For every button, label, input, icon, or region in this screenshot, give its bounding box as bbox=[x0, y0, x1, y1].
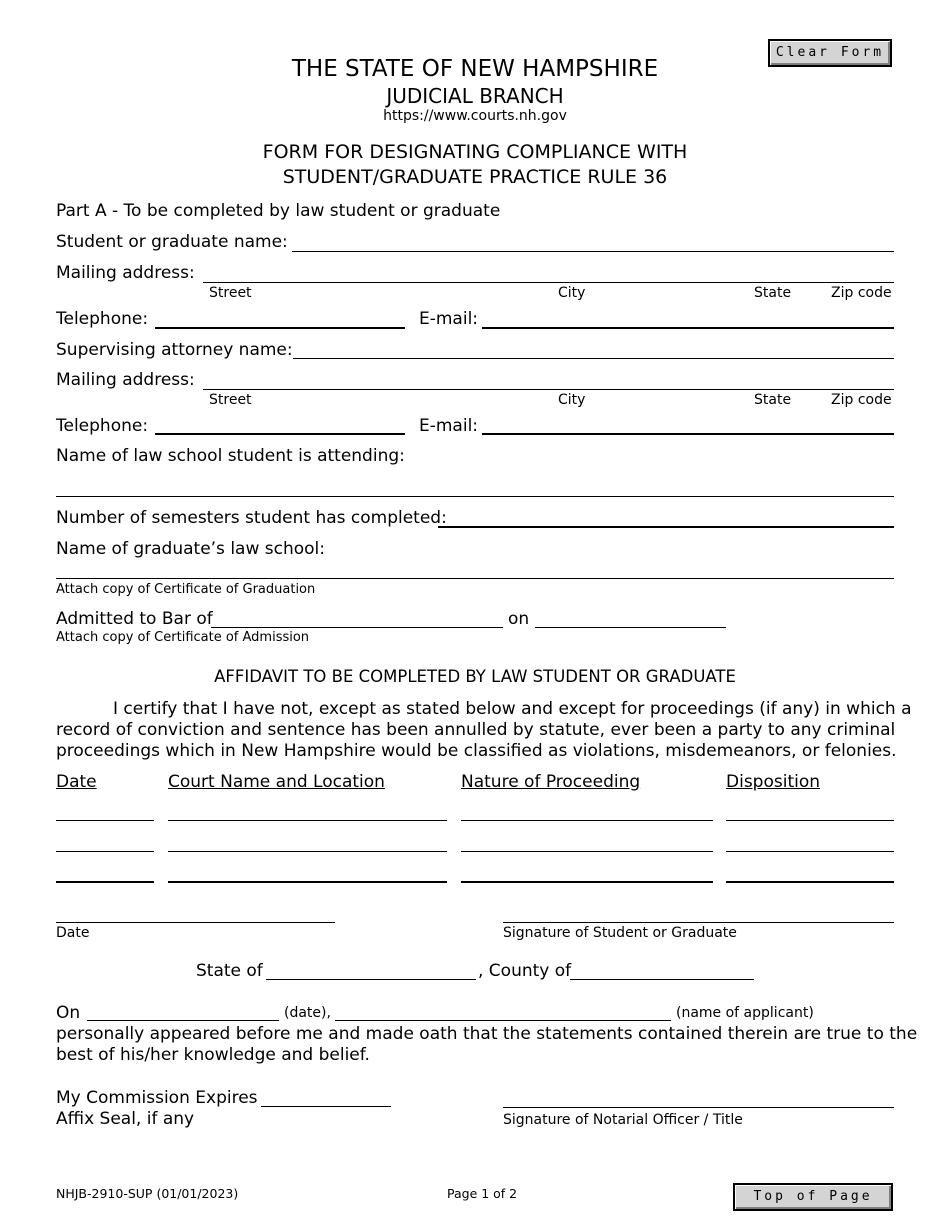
supervising-attorney-label: Supervising attorney name: bbox=[56, 340, 293, 360]
top-of-page-button[interactable]: Top of Page bbox=[733, 1183, 893, 1211]
affix-seal-label: Affix Seal, if any bbox=[56, 1109, 195, 1129]
proceeding-disposition-field[interactable] bbox=[726, 851, 894, 852]
street-caption: Street bbox=[209, 392, 252, 408]
date-caption: (date), bbox=[284, 1005, 331, 1021]
clear-form-button[interactable]: Clear Form bbox=[768, 39, 892, 67]
form-title-line1: FORM FOR DESIGNATING COMPLIANCE WITH bbox=[262, 141, 688, 163]
city-caption: City bbox=[558, 285, 586, 301]
page-number: Page 1 of 2 bbox=[447, 1186, 518, 1201]
proceeding-court-field[interactable] bbox=[168, 881, 447, 883]
notary-county-field[interactable] bbox=[570, 979, 754, 980]
admitted-bar-field[interactable] bbox=[211, 627, 503, 628]
proceeding-date-field[interactable] bbox=[56, 881, 154, 883]
proceeding-court-field[interactable] bbox=[168, 820, 447, 821]
notary-signature-caption: Signature of Notarial Officer / Title bbox=[503, 1112, 743, 1128]
state-of-label: State of bbox=[196, 961, 263, 981]
proceeding-disposition-field[interactable] bbox=[726, 881, 894, 883]
commission-expires-field[interactable] bbox=[261, 1106, 391, 1107]
proceeding-nature-field[interactable] bbox=[461, 881, 713, 883]
affidavit-text-line2: record of conviction and sentence has been annulled by statute, ever been a party to any criminal bbox=[56, 720, 896, 740]
state-caption: State bbox=[754, 392, 792, 408]
attorney-email-label: E-mail: bbox=[419, 416, 479, 436]
email-label: E-mail: bbox=[419, 309, 479, 329]
affidavit-heading: AFFIDAVIT TO BE COMPLETED BY LAW STUDENT OR GRADUATE bbox=[214, 667, 736, 686]
state-heading: THE STATE OF NEW HAMPSHIRE bbox=[291, 56, 659, 82]
admitted-bar-label: Admitted to Bar of bbox=[56, 609, 213, 629]
form-id: NHJB-2910-SUP (01/01/2023) bbox=[56, 1186, 239, 1201]
affidavit-text-line1: I certify that I have not, except as stated below and except for proceedings (if any) in which a bbox=[113, 699, 912, 719]
student-name-label: Student or graduate name: bbox=[56, 232, 288, 252]
admitted-date-field[interactable] bbox=[535, 627, 726, 628]
affidavit-text-line3: proceedings which in New Hampshire would be classified as violations, misdemeanors, or felonies. bbox=[56, 741, 897, 761]
supervising-attorney-field[interactable] bbox=[293, 358, 894, 359]
telephone-label: Telephone: bbox=[56, 309, 149, 329]
county-of-label: , County of bbox=[478, 961, 572, 981]
court-url[interactable]: https://www.courts.nh.gov bbox=[383, 108, 567, 124]
zip-caption: Zip code bbox=[831, 285, 892, 301]
attorney-email-field[interactable] bbox=[482, 433, 894, 435]
proceeding-date-field[interactable] bbox=[56, 851, 154, 852]
proceeding-nature-field[interactable] bbox=[461, 851, 713, 852]
applicant-caption: (name of applicant) bbox=[676, 1005, 814, 1021]
oath-date-field[interactable] bbox=[87, 1020, 279, 1021]
law-school-field[interactable] bbox=[56, 496, 894, 497]
student-email-field[interactable] bbox=[482, 327, 894, 329]
column-court: Court Name and Location bbox=[168, 772, 385, 792]
graduate-school-field[interactable] bbox=[56, 578, 894, 579]
city-caption: City bbox=[558, 392, 586, 408]
attorney-telephone-label: Telephone: bbox=[56, 416, 149, 436]
oath-text-line2: best of his/her knowledge and belief. bbox=[56, 1045, 370, 1065]
semesters-label: Number of semesters student has completed: bbox=[56, 508, 447, 528]
attach-graduation-note: Attach copy of Certificate of Graduation bbox=[56, 582, 316, 597]
proceeding-disposition-field[interactable] bbox=[726, 820, 894, 821]
admitted-on-label: on bbox=[508, 609, 530, 629]
commission-expires-label: My Commission Expires bbox=[56, 1088, 258, 1108]
signature-date-caption: Date bbox=[56, 925, 90, 941]
oath-text-line1: personally appeared before me and made oath that the statements contained therein are true to the bbox=[56, 1024, 918, 1044]
street-caption: Street bbox=[209, 285, 252, 301]
student-name-field[interactable] bbox=[292, 251, 894, 252]
column-nature: Nature of Proceeding bbox=[461, 772, 641, 792]
attorney-mailing-address-label: Mailing address: bbox=[56, 370, 195, 390]
notary-state-field[interactable] bbox=[266, 979, 476, 980]
signature-date-field[interactable] bbox=[56, 922, 335, 923]
graduate-school-label: Name of graduate’s law school: bbox=[56, 539, 325, 559]
semesters-field[interactable] bbox=[438, 526, 894, 528]
student-signature-field[interactable] bbox=[503, 922, 894, 923]
proceeding-date-field[interactable] bbox=[56, 820, 154, 821]
part-a-heading: Part A - To be completed by law student or graduate bbox=[56, 201, 501, 221]
student-signature-caption: Signature of Student or Graduate bbox=[503, 925, 737, 941]
proceeding-court-field[interactable] bbox=[168, 851, 447, 852]
column-disposition: Disposition bbox=[726, 772, 821, 792]
mailing-address-label: Mailing address: bbox=[56, 263, 195, 283]
column-date: Date bbox=[56, 772, 97, 792]
state-caption: State bbox=[754, 285, 792, 301]
student-address-field[interactable] bbox=[203, 282, 894, 283]
zip-caption: Zip code bbox=[831, 392, 892, 408]
notary-signature-field[interactable] bbox=[503, 1107, 894, 1108]
attorney-address-field[interactable] bbox=[203, 389, 894, 390]
on-label: On bbox=[56, 1003, 81, 1023]
applicant-name-field[interactable] bbox=[335, 1020, 671, 1021]
attorney-telephone-field[interactable] bbox=[155, 433, 405, 435]
proceeding-nature-field[interactable] bbox=[461, 820, 713, 821]
law-school-label: Name of law school student is attending: bbox=[56, 446, 405, 466]
form-title-line2: STUDENT/GRADUATE PRACTICE RULE 36 bbox=[282, 166, 668, 188]
student-telephone-field[interactable] bbox=[155, 327, 405, 329]
attach-admission-note: Attach copy of Certificate of Admission bbox=[56, 630, 310, 645]
branch-heading: JUDICIAL BRANCH bbox=[386, 84, 564, 108]
